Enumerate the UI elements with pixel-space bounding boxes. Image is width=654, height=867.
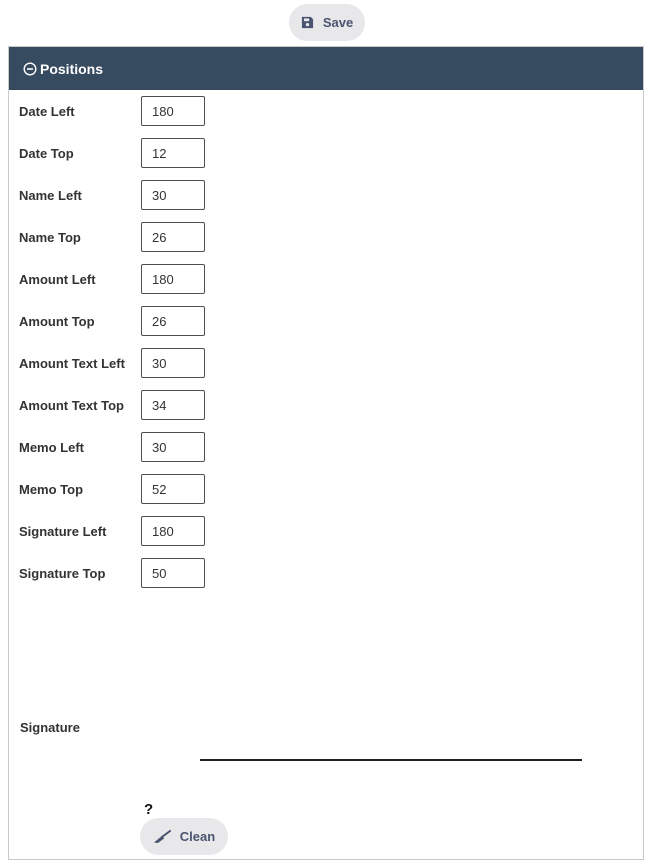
- signature-left-label: Signature Left: [19, 523, 107, 539]
- minus-circle-icon[interactable]: [23, 62, 37, 76]
- field-row-name-left: [19, 180, 205, 210]
- field-row-name-top: [19, 222, 205, 252]
- field-row-amount-text-top: [19, 390, 205, 420]
- panel-header[interactable]: [9, 47, 643, 90]
- amount-left-input[interactable]: [141, 264, 205, 294]
- positions-panel: [8, 46, 644, 860]
- memo-left-label: Memo Left: [19, 439, 84, 455]
- amount-text-left-input[interactable]: [141, 348, 205, 378]
- signature-label: Signature: [20, 720, 80, 735]
- floppy-disk-icon: [301, 16, 314, 29]
- field-row-amount-top: [19, 306, 205, 336]
- name-left-input[interactable]: [141, 180, 205, 210]
- amount-text-top-label: Amount Text Top: [19, 397, 124, 413]
- date-top-input[interactable]: [141, 138, 205, 168]
- amount-text-top-input[interactable]: [141, 390, 205, 420]
- field-row-amount-left: [19, 264, 205, 294]
- date-left-label: Date Left: [19, 103, 75, 119]
- save-button-label: Save: [322, 15, 354, 30]
- signature-top-input[interactable]: [141, 558, 205, 588]
- save-button[interactable]: [289, 4, 365, 41]
- panel-title: Positions: [40, 60, 104, 77]
- signature-help-mark[interactable]: ?: [144, 801, 154, 818]
- broom-icon: [153, 830, 171, 844]
- date-top-label: Date Top: [19, 145, 74, 161]
- memo-top-label: Memo Top: [19, 481, 84, 497]
- memo-left-input[interactable]: [141, 432, 205, 462]
- memo-top-input[interactable]: [141, 474, 205, 504]
- clean-button[interactable]: [140, 818, 228, 855]
- name-left-label: Name Left: [19, 187, 82, 203]
- amount-text-left-label: Amount Text Left: [19, 355, 125, 371]
- field-row-amount-text-left: [19, 348, 205, 378]
- field-row-signature-left: [19, 516, 205, 546]
- field-row-date-top: [19, 138, 205, 168]
- field-row-memo-top: [19, 474, 205, 504]
- clean-button-label: Clean: [179, 829, 216, 844]
- amount-left-label: Amount Left: [19, 271, 96, 287]
- signature-top-label: Signature Top: [19, 565, 106, 581]
- name-top-input[interactable]: [141, 222, 205, 252]
- field-row-date-left: [19, 96, 205, 126]
- amount-top-label: Amount Top: [19, 313, 95, 329]
- field-row-signature-top: [19, 558, 205, 588]
- date-left-input[interactable]: [141, 96, 205, 126]
- signature-pad-line[interactable]: [200, 759, 582, 761]
- field-row-memo-left: [19, 432, 205, 462]
- amount-top-input[interactable]: [141, 306, 205, 336]
- signature-left-input[interactable]: [141, 516, 205, 546]
- name-top-label: Name Top: [19, 229, 81, 245]
